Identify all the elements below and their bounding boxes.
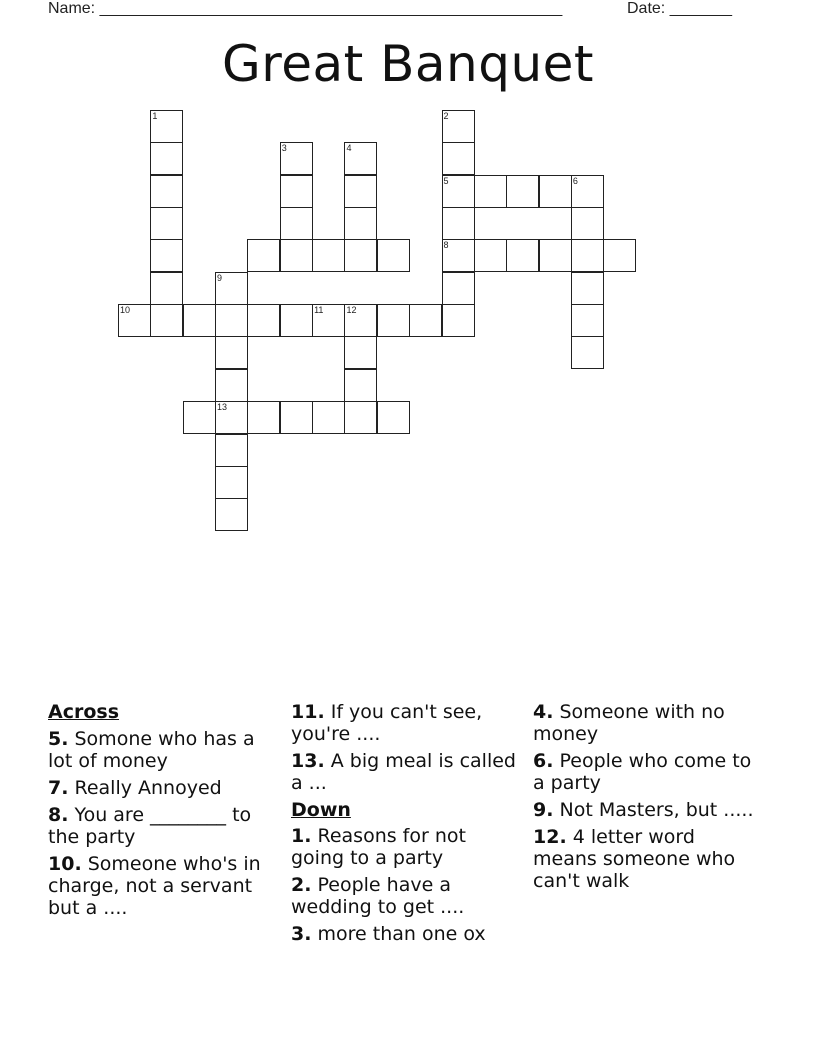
grid-cell[interactable]	[344, 207, 377, 240]
grid-cell[interactable]	[183, 304, 216, 337]
clue-across-8: 8. You are ________ to the party	[48, 804, 252, 848]
grid-cell[interactable]	[539, 239, 572, 272]
grid-cell[interactable]	[280, 304, 313, 337]
across-heading: Across	[48, 701, 120, 723]
clue-column-2	[291, 701, 519, 950]
grid-cell[interactable]	[377, 239, 410, 272]
grid-cell[interactable]	[442, 272, 475, 305]
grid-cell[interactable]	[247, 401, 280, 434]
grid-cell[interactable]	[344, 175, 377, 208]
grid-cell[interactable]	[442, 304, 475, 337]
date-field-label[interactable]: Date: _______	[627, 0, 732, 17]
clue-down-12: 12. 4 letter word means someone who can't walk	[533, 826, 736, 892]
cell-number: 1	[152, 111, 158, 121]
grid-cell[interactable]	[183, 401, 216, 434]
grid-cell[interactable]	[247, 304, 280, 337]
grid-cell[interactable]	[344, 336, 377, 369]
grid-cell[interactable]	[312, 401, 345, 434]
page-title: Great Banquet	[221, 35, 595, 93]
clue-down-1: 1. Reasons for not going to a party	[291, 825, 466, 869]
clue-across-10: 10. Someone who's in charge, not a servant but a ....	[48, 853, 261, 919]
clue-down-3: 3. more than one ox	[291, 923, 486, 945]
cell-number: 11	[314, 305, 324, 316]
cell-number: 4	[346, 143, 352, 154]
cell-number: 12	[346, 305, 357, 316]
name-field-label[interactable]: Name: ____________________________________________________	[48, 0, 563, 17]
clue-down-9: 9. Not Masters, but .....	[533, 799, 754, 821]
grid-cell[interactable]	[571, 272, 604, 305]
clue-column-1	[48, 701, 276, 924]
grid-cell[interactable]	[377, 304, 410, 337]
grid-cell[interactable]	[344, 239, 377, 272]
grid-cell[interactable]	[571, 239, 604, 272]
grid-cell[interactable]	[344, 401, 377, 434]
down-heading: Down	[291, 799, 351, 821]
grid-cell[interactable]	[247, 239, 280, 272]
grid-cell[interactable]	[442, 175, 475, 208]
grid-cell[interactable]	[215, 434, 248, 467]
grid-cell[interactable]	[442, 142, 475, 175]
cell-number: 9	[217, 272, 223, 283]
grid-cell[interactable]	[344, 369, 377, 402]
grid-cell[interactable]	[215, 272, 248, 305]
grid-cell[interactable]	[474, 175, 507, 208]
grid-cell[interactable]	[150, 207, 183, 240]
cell-number: 13	[217, 402, 228, 413]
clue-column-3	[533, 701, 761, 897]
grid-cell[interactable]	[280, 207, 313, 240]
grid-cell[interactable]	[344, 304, 377, 337]
grid-cell[interactable]	[312, 304, 345, 337]
grid-cell[interactable]	[150, 142, 183, 175]
clue-across-13: 13. A big meal is called a ...	[291, 750, 516, 794]
grid-cell[interactable]	[603, 239, 636, 272]
clue-down-6: 6. People who come to a party	[533, 750, 752, 794]
grid-cell[interactable]	[215, 304, 248, 337]
grid-cell[interactable]	[474, 239, 507, 272]
clue-across-5: 5. Somone who has a lot of money	[48, 728, 255, 772]
grid-cell[interactable]	[150, 239, 183, 272]
grid-cell[interactable]	[280, 175, 313, 208]
grid-cell[interactable]	[150, 110, 183, 143]
grid-cell[interactable]	[150, 175, 183, 208]
grid-cell[interactable]	[118, 304, 151, 337]
clue-down-4: 4. Someone with no money	[533, 701, 725, 745]
grid-cell[interactable]	[280, 142, 313, 175]
grid-cell[interactable]	[409, 304, 442, 337]
grid-cell[interactable]	[571, 175, 604, 208]
cell-number: 3	[281, 143, 287, 154]
grid-cell[interactable]	[150, 272, 183, 305]
cell-number: 5	[443, 175, 449, 186]
grid-cell[interactable]	[280, 239, 313, 272]
grid-cell[interactable]	[442, 110, 475, 143]
grid-cell[interactable]	[344, 142, 377, 175]
clue-down-2: 2. People have a wedding to get ....	[291, 874, 465, 918]
grid-cell[interactable]	[506, 239, 539, 272]
grid-cell[interactable]	[280, 401, 313, 434]
cell-number: 6	[572, 175, 578, 186]
grid-cell[interactable]	[506, 175, 539, 208]
grid-cell[interactable]	[215, 369, 248, 402]
grid-cell[interactable]	[150, 304, 183, 337]
grid-cell[interactable]	[571, 336, 604, 369]
grid-cell[interactable]	[377, 401, 410, 434]
grid-cell[interactable]	[215, 466, 248, 499]
grid-cell[interactable]	[539, 175, 572, 208]
grid-cell[interactable]	[571, 304, 604, 337]
clue-across-11: 11. If you can't see, you're ....	[291, 701, 483, 745]
grid-cell[interactable]	[571, 207, 604, 240]
grid-cell[interactable]	[442, 239, 475, 272]
cell-number: 8	[443, 240, 449, 251]
grid-cell[interactable]	[312, 239, 345, 272]
grid-cell[interactable]	[215, 498, 248, 531]
grid-cell[interactable]	[442, 207, 475, 240]
clue-across-7: 7. Really Annoyed	[48, 777, 222, 799]
grid-cell[interactable]	[215, 401, 248, 434]
grid-cell[interactable]	[215, 336, 248, 369]
cell-number: 10	[120, 305, 131, 316]
cell-number: 2	[443, 111, 449, 121]
